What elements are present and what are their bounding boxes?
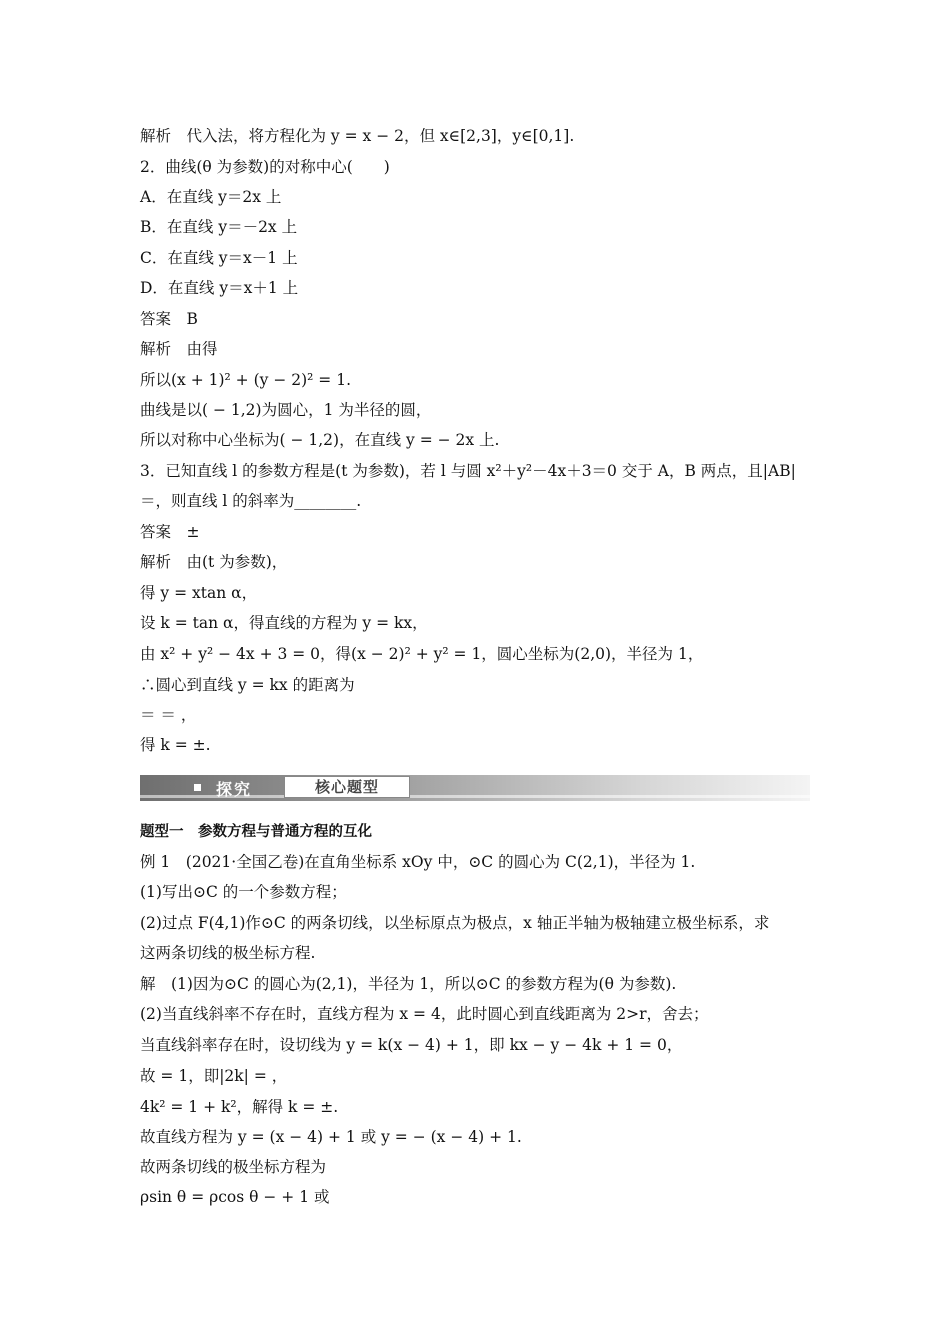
- question-2: 2．曲线(θ 为参数)的对称中心( ): [140, 158, 390, 176]
- banner-label-box: [284, 776, 410, 798]
- answer-line: 答案 B: [140, 310, 198, 328]
- text-line: ∴圆心到直线 y = kx 的距离为: [140, 676, 355, 694]
- text-line: ＝，则直线 l 的斜率为________.: [140, 492, 362, 510]
- option-b: B．在直线 y＝－2x 上: [140, 218, 298, 236]
- text-line: (2)过点 F(4,1)作⊙C 的两条切线，以坐标原点为极点，x 轴正半轴为极轴建立极坐标系，求: [140, 914, 770, 932]
- banner-label-left: 探究: [216, 780, 253, 799]
- text-line: 故 = 1，即|2k| = ，: [140, 1067, 288, 1085]
- text-line: 故两条切线的极坐标方程为: [140, 1158, 327, 1176]
- solution-line: 解 (1)因为⊙C 的圆心为(2,1)，半径为 1，所以⊙C 的参数方程为(θ 为参数).: [140, 975, 677, 993]
- text-line: 得 y = xtan α，: [140, 584, 258, 602]
- option-c: C．在直线 y＝x－1 上: [140, 249, 298, 267]
- text-line: 所以(x + 1)² + (y − 2)² = 1.: [140, 371, 351, 389]
- option-a: A．在直线 y＝2x 上: [140, 188, 282, 206]
- text-line: 由 x² + y² − 4x + 3 = 0，得(x − 2)² + y² = 1，圆心坐标为(2,0)，半径为 1，: [140, 645, 704, 663]
- example-1: 例 1 (2021·全国乙卷)在直角坐标系 xOy 中，⊙C 的圆心为 C(2,1)，半径为 1.: [140, 853, 696, 871]
- analysis-line: 解析 由(t 为参数)，: [140, 553, 288, 571]
- section-title: 题型一 参数方程与普通方程的互化: [140, 824, 372, 840]
- text-line: 曲线是以( − 1,2)为圆心，1 为半径的圆，: [140, 401, 432, 419]
- text-line: 设 k = tan α，得直线的方程为 y = kx，: [140, 614, 428, 632]
- text-line: ＝ ＝ ，: [140, 706, 197, 724]
- question-3: 3．已知直线 l 的参数方程是(t 为参数)，若 l 与圆 x²＋y²－4x＋3＝0 交于 A，B 两点，且|AB|: [140, 462, 796, 480]
- text-line: 4k² = 1 + k²，解得 k = ±.: [140, 1098, 339, 1116]
- answer-line: 答案 ±: [140, 523, 200, 541]
- text-line: (1)写出⊙C 的一个参数方程；: [140, 883, 347, 901]
- analysis-line: 解析 由得: [140, 340, 218, 358]
- text-line: 当直线斜率存在时，设切线为 y = k(x − 4) + 1，即 kx − y − 4k + 1 = 0，: [140, 1036, 683, 1054]
- text-line: 所以对称中心坐标为( − 1,2)，在直线 y = − 2x 上.: [140, 431, 500, 449]
- section-banner: [140, 775, 810, 801]
- text-line: 这两条切线的极坐标方程.: [140, 944, 316, 962]
- text-line: (2)当直线斜率不存在时，直线方程为 x = 4，此时圆心到直线距离为 2>r，舍去；: [140, 1005, 709, 1023]
- text-line: 得 k = ±.: [140, 736, 211, 754]
- text-line: 故直线方程为 y = (x − 4) + 1 或 y = − (x − 4) + 1.: [140, 1128, 522, 1146]
- text-line: ρsin θ = ρcos θ − + 1 或: [140, 1188, 330, 1206]
- square-bullet-icon: [194, 784, 201, 791]
- banner-label-right: 核心题型: [314, 778, 379, 796]
- text-line: 解析 代入法，将方程化为 y = x − 2，但 x∈[2,3]，y∈[0,1].: [140, 127, 575, 145]
- option-d: D．在直线 y＝x＋1 上: [140, 279, 299, 297]
